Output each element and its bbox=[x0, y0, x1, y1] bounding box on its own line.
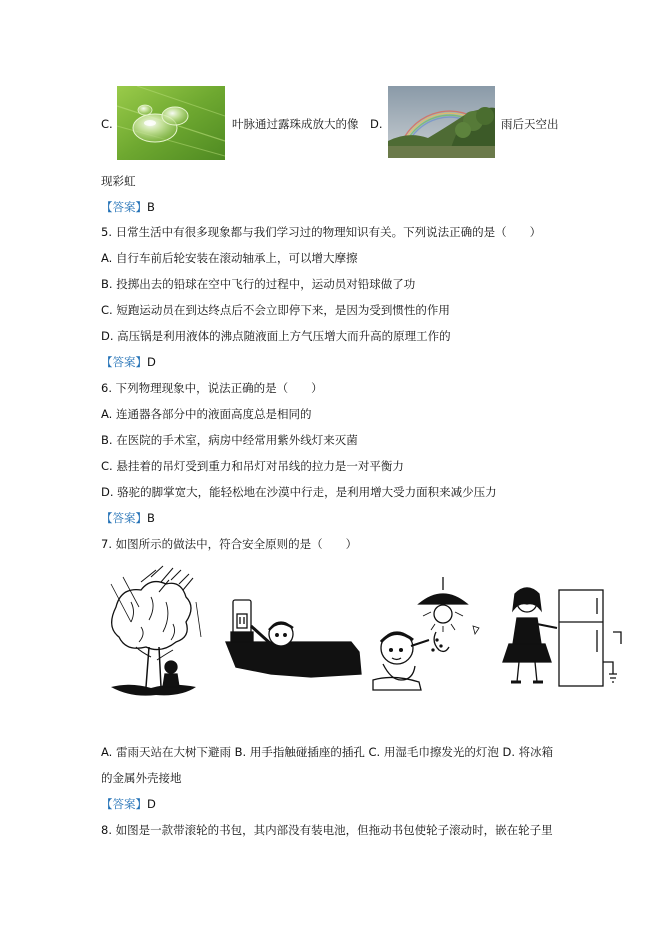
option-c-letter: C. bbox=[101, 117, 113, 131]
q7-options-line1: A. 雷雨天站在大树下避雨 B. 用手指触碰插座的插孔 C. 用湿毛巾擦发光的灯泡 D. 将冰箱 bbox=[101, 745, 554, 759]
answer-value: B bbox=[147, 200, 155, 214]
q5-stem: 5. 日常生活中有很多现象都与我们学习过的物理知识有关。下列说法正确的是（ ） bbox=[101, 225, 542, 239]
q6-option-d: D. 骆驼的脚掌宽大，能轻松地在沙漠中行走，是利用增大受力面积来减少压力 bbox=[101, 485, 497, 499]
answer-q6 bbox=[101, 510, 155, 526]
q6-option-c: C. 悬挂着的吊灯受到重力和吊灯对吊线的拉力是一对平衡力 bbox=[101, 459, 404, 473]
answer-q5 bbox=[101, 354, 156, 370]
water-droplet-leaf-photo bbox=[117, 86, 225, 160]
q7-stem: 7. 如图所示的做法中，符合安全原则的是（ ） bbox=[101, 537, 358, 551]
rainbow-landscape-photo bbox=[388, 86, 495, 158]
answer-tag: 【答案】 bbox=[101, 797, 147, 811]
q8-stem: 8. 如图是一款带滚轮的书包，其内部没有装电池，但拖动书包使轮子滚动时，嵌在轮子里 bbox=[101, 823, 553, 837]
wet-towel-lamp-drawing bbox=[373, 577, 479, 690]
q5-option-d: D. 高压锅是利用液体的沸点随液面上方气压增大而升高的原理工作的 bbox=[101, 329, 451, 343]
option-d-caption: 雨后天空出 bbox=[501, 117, 559, 131]
finger-socket-drawing bbox=[226, 600, 361, 677]
option-d-letter: D. bbox=[370, 117, 383, 131]
q6-stem: 6. 下列物理现象中，说法正确的是（ ） bbox=[101, 381, 323, 395]
q5-option-a: A. 自行车前后轮安装在滚动轴承上，可以增大摩擦 bbox=[101, 251, 358, 265]
answer-tag: 【答案】 bbox=[101, 511, 147, 525]
q6-option-a: A. 连通器各部分中的液面高度总是相同的 bbox=[101, 407, 312, 421]
answer-tag: 【答案】 bbox=[101, 355, 147, 369]
answer-q4 bbox=[101, 199, 155, 215]
tree-lightning-drawing bbox=[111, 566, 201, 696]
option-d-caption-cont: 现彩虹 bbox=[101, 174, 136, 188]
fridge-grounding-drawing bbox=[503, 588, 621, 686]
answer-value: D bbox=[147, 355, 156, 369]
q7-figure bbox=[101, 562, 641, 712]
answer-value: B bbox=[147, 511, 155, 525]
answer-tag: 【答案】 bbox=[101, 200, 147, 214]
option-c-caption: 叶脉通过露珠成放大的像 bbox=[232, 117, 359, 131]
answer-value: D bbox=[147, 797, 156, 811]
q7-options-line2: 的金属外壳接地 bbox=[101, 771, 182, 785]
answer-q7 bbox=[101, 796, 156, 812]
q5-option-c: C. 短跑运动员在到达终点后不会立即停下来，是因为受到惯性的作用 bbox=[101, 303, 450, 317]
q5-option-b: B. 投掷出去的铅球在空中飞行的过程中，运动员对铅球做了功 bbox=[101, 277, 416, 291]
q6-option-b: B. 在医院的手术室，病房中经常用紫外线灯来灭菌 bbox=[101, 433, 358, 447]
